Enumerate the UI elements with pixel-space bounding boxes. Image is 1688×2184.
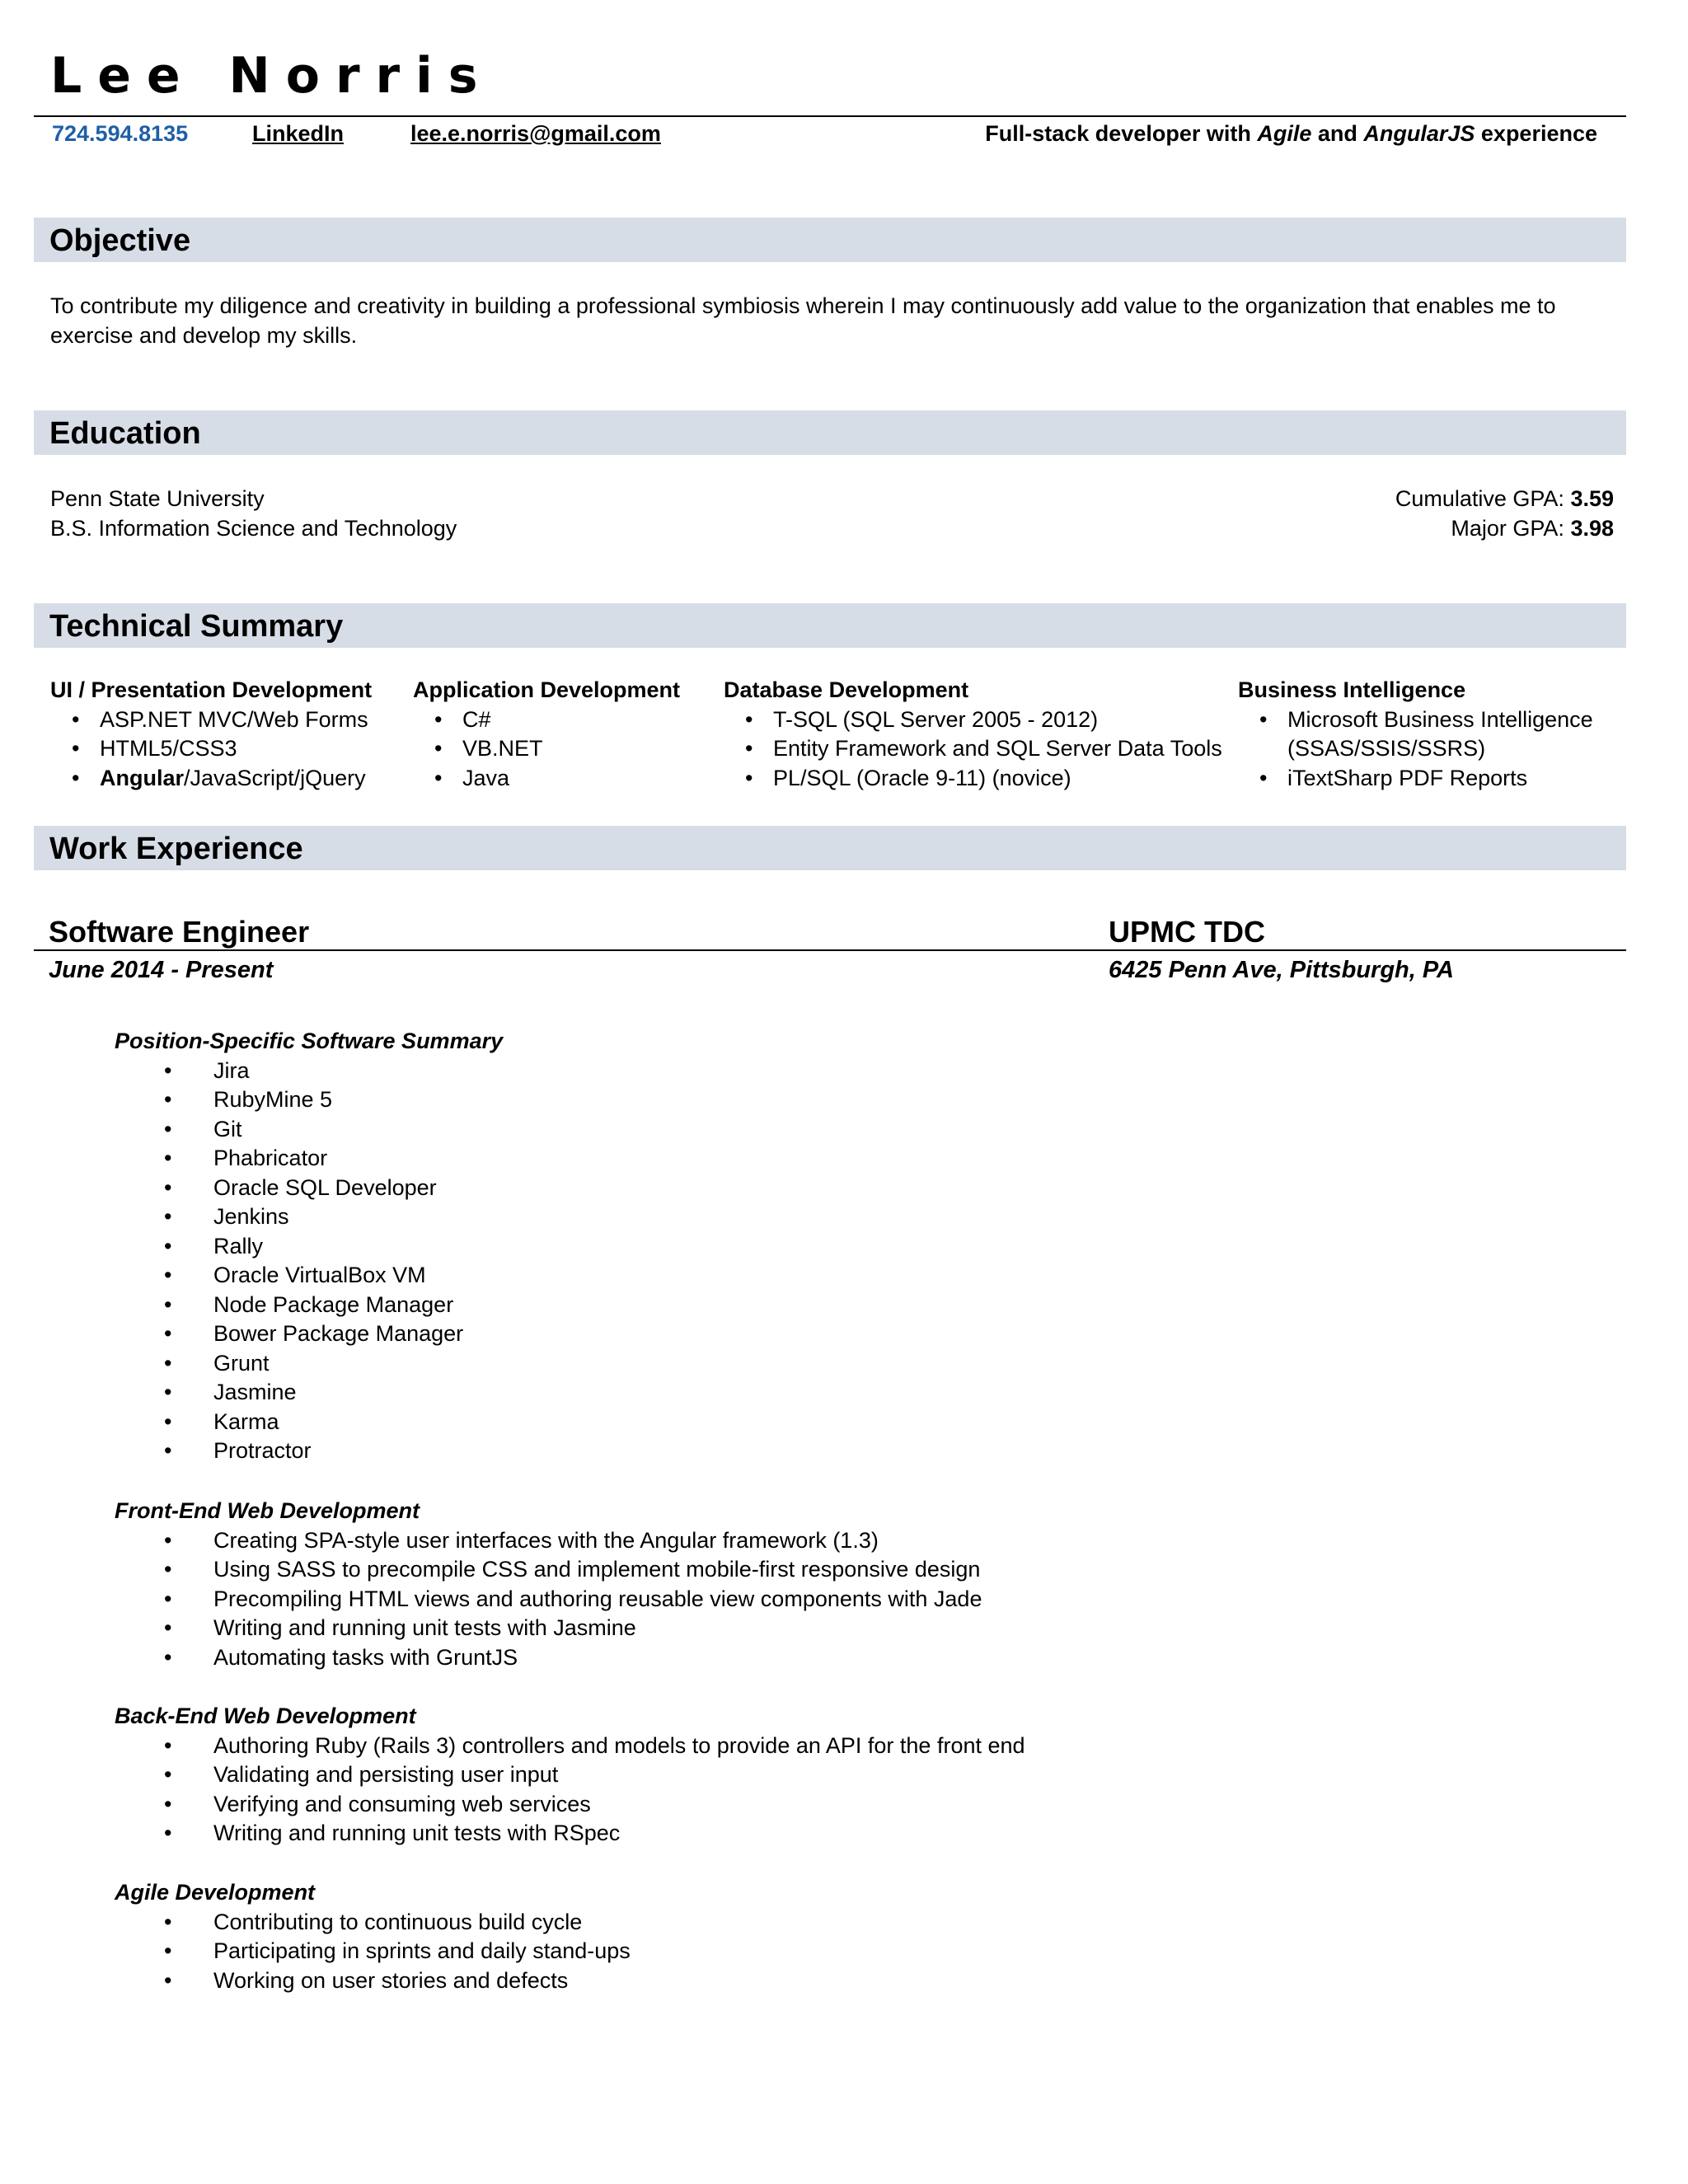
list-item: • Node Package Manager	[115, 1291, 503, 1320]
list-item: • Validating and persisting user input	[115, 1760, 1025, 1790]
cumulative-gpa	[1395, 484, 1614, 513]
front-end-title: Front-End Web Development	[115, 1498, 420, 1523]
back-end-title: Back-End Web Development	[115, 1704, 416, 1728]
list-item: • Entity Framework and SQL Server Data Tools	[724, 734, 1222, 764]
tagline-prefix: Full-stack developer with	[985, 121, 1258, 146]
ui-development-title: UI / Presentation Development	[50, 677, 373, 702]
objective-line-2: exercise and develop my skills.	[50, 323, 358, 348]
school-name: Penn State University	[50, 486, 265, 511]
software-summary-title: Position-Specific Software Summary	[115, 1029, 504, 1053]
list-item: • Karma	[115, 1408, 503, 1437]
list-item: • Using SASS to precompile CSS and implement mobile-first responsive design	[115, 1555, 982, 1585]
bi-item-line-2: (SSAS/SSIS/SSRS)	[1287, 736, 1486, 761]
cumulative-gpa-value: 3.59	[1570, 486, 1614, 511]
list-item: • Working on user stories and defects	[115, 1966, 631, 1996]
major-gpa-label: Major GPA:	[1451, 516, 1571, 541]
list-item	[50, 764, 372, 794]
objective-line-1: To contribute my diligence and creativity in building a professional symbiosis wherein I may continuously add value to the organization that enables me to	[50, 293, 1556, 318]
education-header	[34, 410, 1626, 455]
email-link[interactable]: lee.e.norris@gmail.com	[410, 121, 661, 146]
bi-item-line-1: Microsoft Business Intelligence	[1287, 706, 1593, 732]
list-item: • Participating in sprints and daily stand-ups	[115, 1937, 631, 1966]
list-item	[1238, 705, 1593, 764]
list-item: • Jenkins	[115, 1202, 503, 1232]
list-item: • Protractor	[115, 1436, 503, 1466]
list-item: • iTextSharp PDF Reports	[1238, 764, 1593, 794]
job-title: Software Engineer	[49, 915, 310, 949]
bi-title: Business Intelligence	[1238, 677, 1466, 702]
software-summary-block	[115, 1027, 503, 1466]
major-gpa	[1451, 513, 1614, 543]
education-title: Education	[49, 416, 201, 451]
list-item: • Contributing to continuous build cycle	[115, 1908, 631, 1938]
ui-development-column	[50, 676, 372, 793]
work-experience-header	[34, 826, 1626, 870]
list-item: • Oracle SQL Developer	[115, 1174, 503, 1203]
list-item: • T-SQL (SQL Server 2005 - 2012)	[724, 705, 1222, 735]
bi-column	[1238, 676, 1593, 793]
list-item: • Oracle VirtualBox VM	[115, 1261, 503, 1291]
list-item: • Verifying and consuming web services	[115, 1790, 1025, 1820]
list-item: • Writing and running unit tests with RSpec	[115, 1819, 1025, 1849]
tagline-angular: AngularJS	[1363, 121, 1475, 146]
list-item: • Writing and running unit tests with Jasmine	[115, 1614, 982, 1643]
linkedin-link[interactable]: LinkedIn	[252, 121, 345, 146]
tagline-and: and	[1311, 121, 1364, 146]
back-end-block	[115, 1702, 1025, 1849]
db-development-column	[724, 676, 1222, 793]
agile-block	[115, 1878, 631, 1995]
list-item: • Grunt	[115, 1349, 503, 1379]
list-item: • Creating SPA-style user interfaces with the Angular framework (1.3)	[115, 1526, 982, 1556]
list-item: • Jasmine	[115, 1378, 503, 1408]
list-item: • VB.NET	[413, 734, 680, 764]
tagline	[985, 120, 1597, 147]
angular-rest: /JavaScript/jQuery	[184, 765, 366, 790]
technical-summary-header	[34, 603, 1626, 648]
header-divider	[34, 115, 1626, 117]
list-item: • Jira	[115, 1057, 503, 1086]
job-location: 6425 Penn Ave, Pittsburgh, PA	[1109, 957, 1454, 983]
list-item: • Git	[115, 1115, 503, 1145]
objective-title: Objective	[49, 223, 191, 258]
list-item: • Phabricator	[115, 1144, 503, 1174]
objective-header	[34, 218, 1626, 262]
list-item: • Rally	[115, 1232, 503, 1262]
tagline-suffix: experience	[1475, 121, 1597, 146]
list-item: • HTML5/CSS3	[50, 734, 372, 764]
list-item: • C#	[413, 705, 680, 735]
tagline-agile: Agile	[1257, 121, 1312, 146]
angular-bold: Angular	[100, 765, 185, 790]
list-item: • Automating tasks with GruntJS	[115, 1643, 982, 1673]
app-development-title: Application Development	[413, 677, 681, 702]
list-item: • Java	[413, 764, 680, 794]
app-development-column	[413, 676, 680, 793]
agile-title: Agile Development	[115, 1880, 316, 1905]
list-item: • RubyMine 5	[115, 1085, 503, 1115]
list-item: • ASP.NET MVC/Web Forms	[50, 705, 372, 735]
degree-name: B.S. Information Science and Technology	[50, 516, 457, 541]
list-item: • Precompiling HTML views and authoring reusable view components with Jade	[115, 1585, 982, 1615]
resume-name: Lee Norris	[50, 47, 494, 105]
list-item: • PL/SQL (Oracle 9-11) (novice)	[724, 764, 1222, 794]
phone-number[interactable]: 724.594.8135	[52, 121, 189, 146]
company-name: UPMC TDC	[1109, 915, 1265, 949]
list-item: • Bower Package Manager	[115, 1319, 503, 1349]
front-end-block	[115, 1497, 982, 1672]
list-item: • Authoring Ruby (Rails 3) controllers and models to provide an API for the front end	[115, 1732, 1025, 1761]
job-dates: June 2014 - Present	[49, 957, 274, 983]
db-development-title: Database Development	[724, 677, 969, 702]
major-gpa-value: 3.98	[1570, 516, 1614, 541]
work-experience-title: Work Experience	[49, 832, 303, 866]
technical-summary-title: Technical Summary	[49, 609, 344, 644]
job-divider	[34, 949, 1626, 951]
cumulative-gpa-label: Cumulative GPA:	[1395, 486, 1571, 511]
